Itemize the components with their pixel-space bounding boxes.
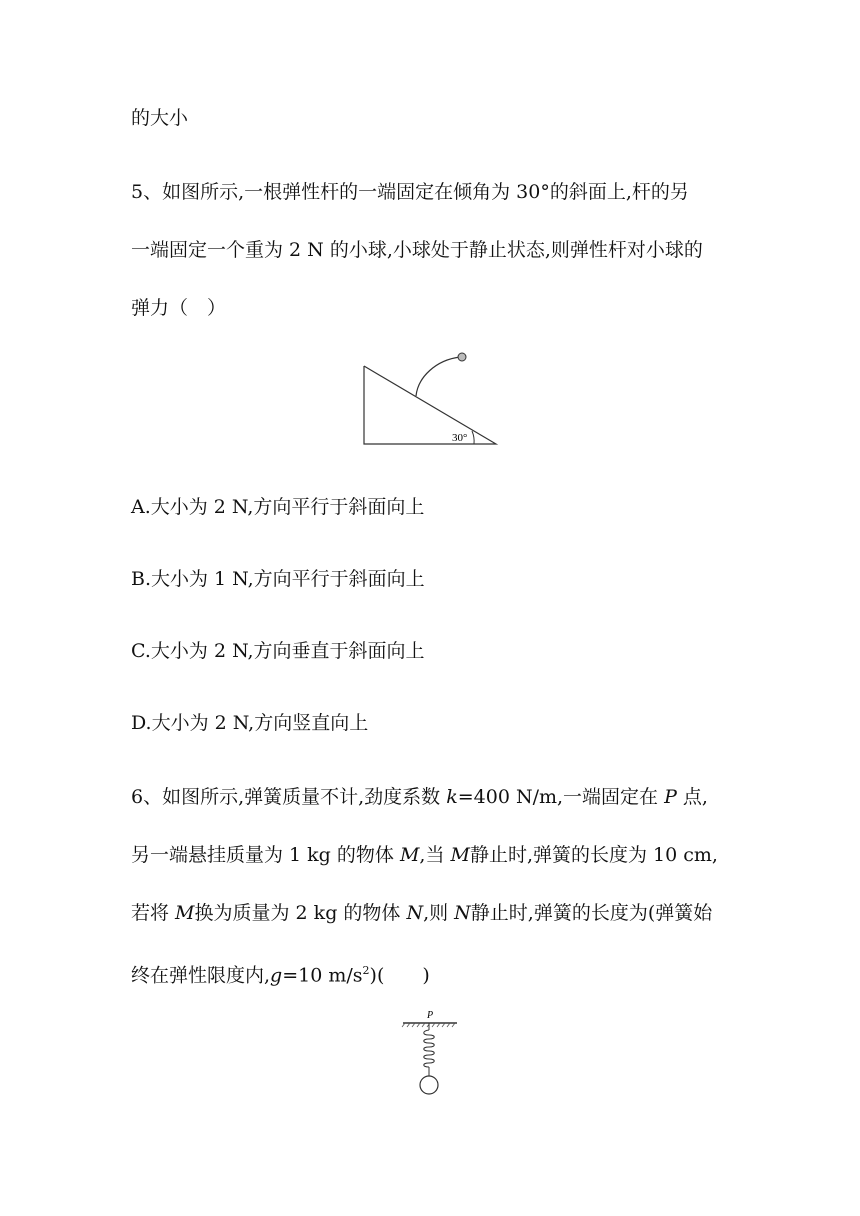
question-5-line-2: 一端固定一个重为 2 N 的小球,小球处于静止状态,则弹性杆对小球的 xyxy=(131,239,703,261)
angle-label: 30° xyxy=(452,432,468,444)
symbol-m: M xyxy=(399,844,420,866)
question-5-line-3: 弹力（ ） xyxy=(131,297,227,319)
superscript: 2 xyxy=(362,964,370,977)
option-c: C.大小为 2 N,方向垂直于斜面向上 xyxy=(131,640,425,662)
symbol-n: N xyxy=(454,902,471,924)
text-span: ,则 xyxy=(423,902,455,924)
text-span: )( ) xyxy=(369,964,430,987)
text-span: 另一端悬挂质量为 1 kg 的物体 xyxy=(131,844,400,866)
text-span: 6、如图所示,弹簧质量不计,劲度系数 xyxy=(131,786,447,808)
option-b: B.大小为 1 N,方向平行于斜面向上 xyxy=(131,568,425,590)
text-span: ,当 xyxy=(419,844,451,866)
question-6-line-2 xyxy=(131,841,718,869)
spring-figure xyxy=(400,1008,460,1098)
question-5-line-1: 5、如图所示,一根弹性杆的一端固定在倾角为 30°的斜面上,杆的另 xyxy=(131,181,689,203)
incline-rod-figure xyxy=(360,352,500,448)
text-span: 终在弹性限度内, xyxy=(131,964,271,987)
option-d: D.大小为 2 N,方向竖直向上 xyxy=(131,712,369,734)
text-span: =10 m/s xyxy=(282,964,363,987)
symbol-g: g xyxy=(270,964,283,987)
text-span: 换为质量为 2 kg 的物体 xyxy=(194,902,407,924)
symbol-n: N xyxy=(406,902,424,924)
option-a: A.大小为 2 N,方向平行于斜面向上 xyxy=(131,496,425,518)
text-line: 的大小 xyxy=(131,107,189,129)
symbol-m: M xyxy=(450,844,470,866)
question-6-line-1 xyxy=(131,783,708,811)
symbol-m: M xyxy=(175,902,195,924)
text-span: 点, xyxy=(676,786,708,808)
point-p-label: P xyxy=(427,1010,434,1021)
text-span: 静止时,弹簧的长度为 10 cm, xyxy=(469,844,718,866)
symbol-k: k xyxy=(446,786,458,808)
text-span: 静止时,弹簧的长度为(弹簧始 xyxy=(470,902,713,924)
question-6-line-3 xyxy=(131,899,712,927)
question-6-line-4 xyxy=(131,957,430,989)
symbol-p: P xyxy=(664,786,677,808)
text-span: =400 N/m,一端固定在 xyxy=(457,786,665,808)
text-span: 若将 xyxy=(131,902,176,924)
